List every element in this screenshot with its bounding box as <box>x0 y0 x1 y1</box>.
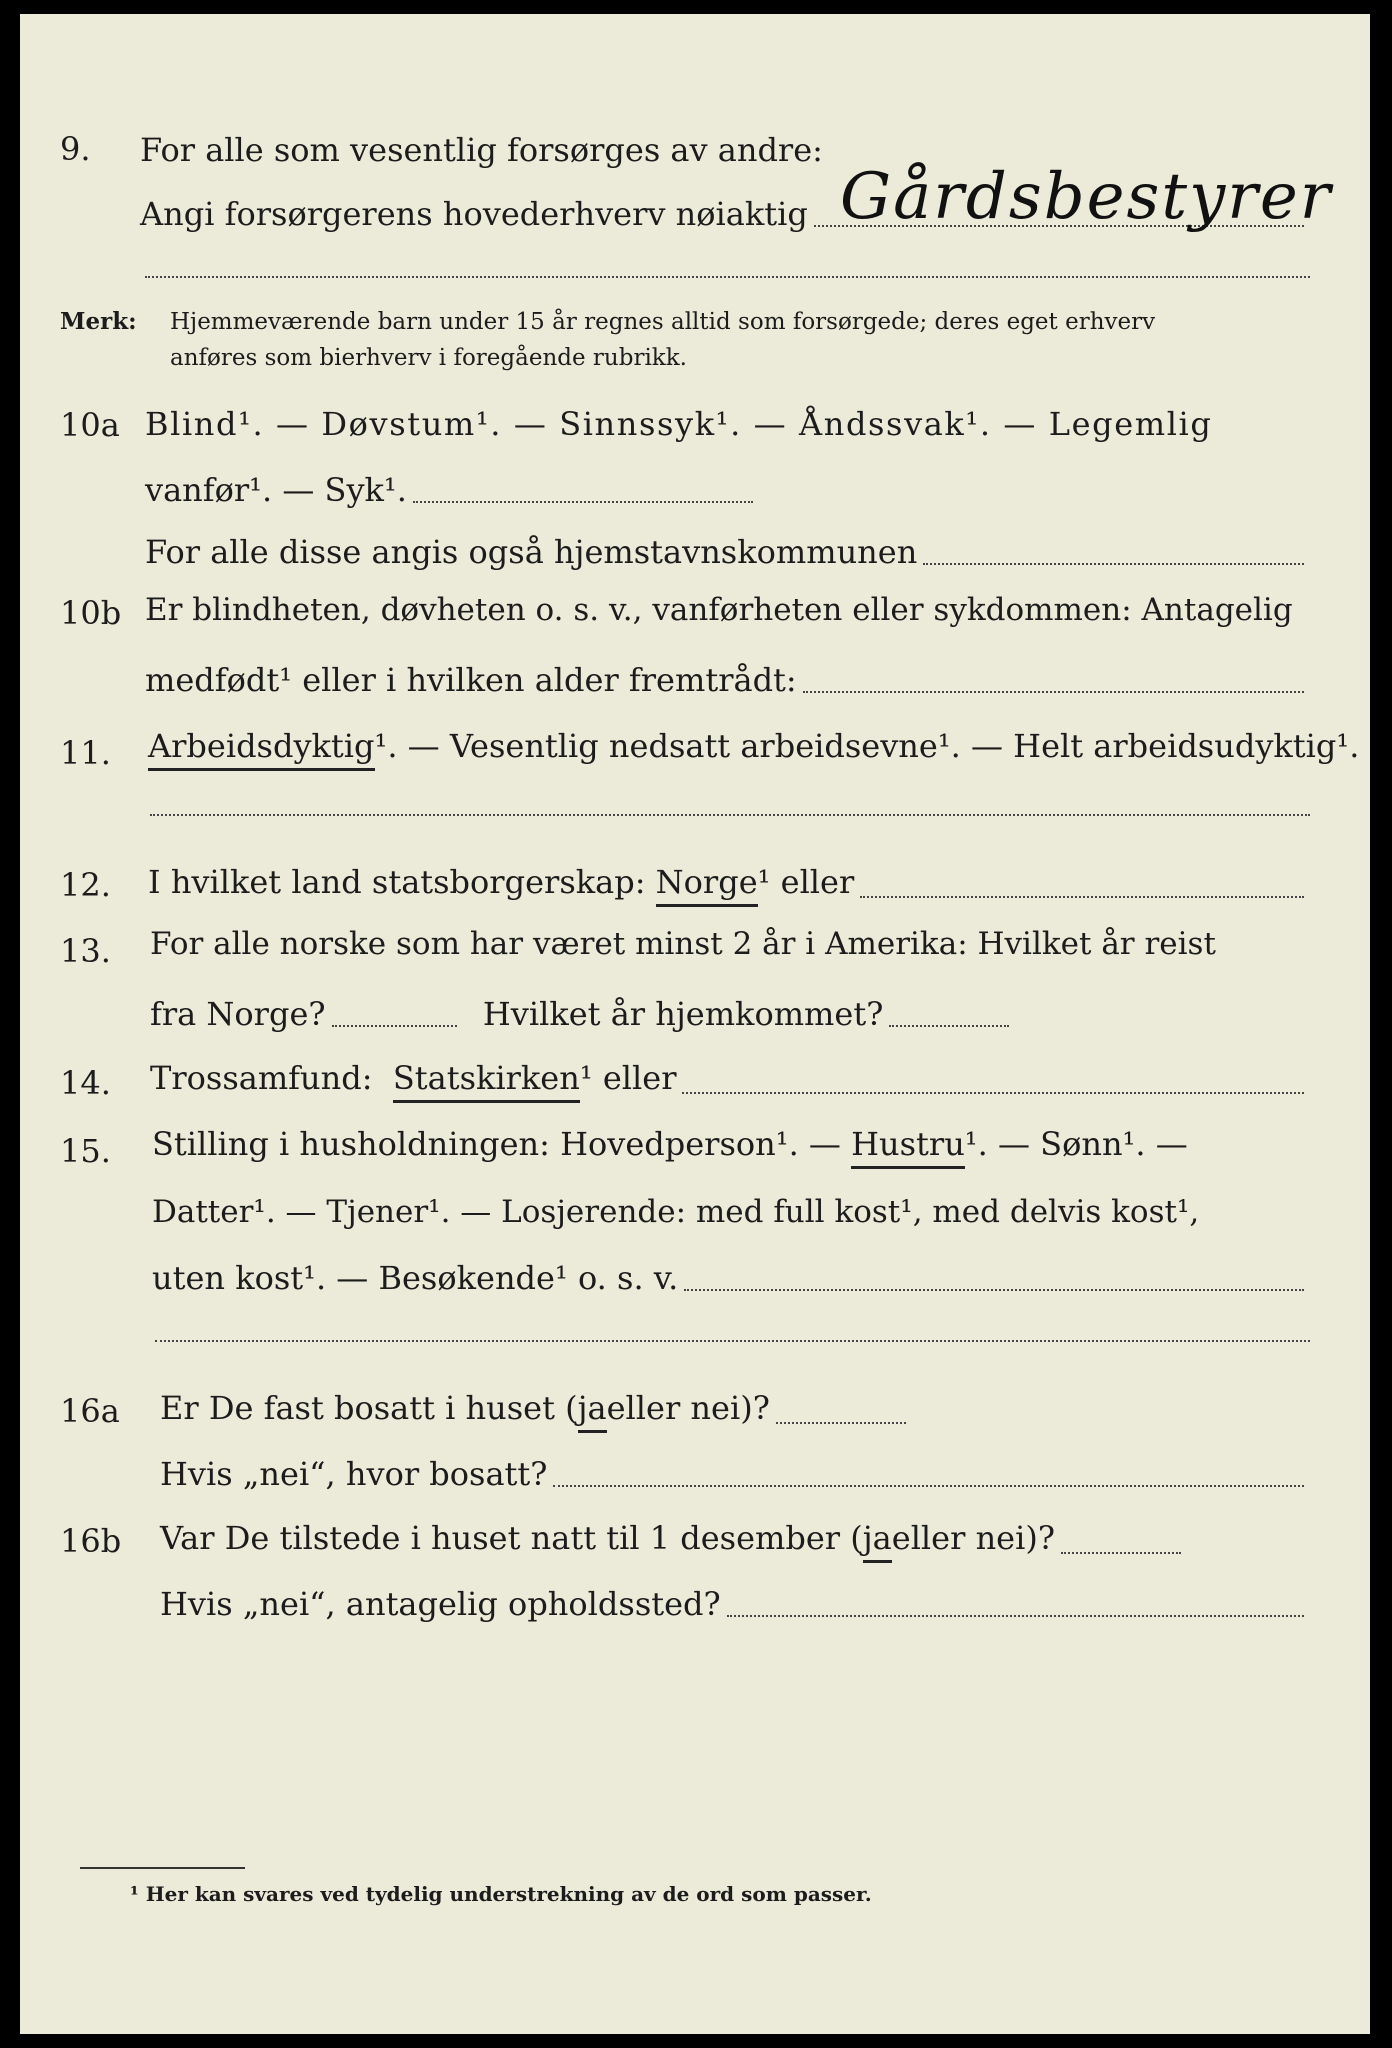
q11-line: Arbeidsdyktig ¹. — Vesentlig nedsatt arbeidsevne¹. — Helt arbeidsudyktig¹. <box>148 726 1312 771</box>
q16a-selected-option: ja <box>578 1388 607 1433</box>
q16b-line1: Var De tilstede i huset natt til 1 desember ( ja eller nei)? <box>160 1518 1310 1563</box>
q11-number: 11. <box>60 734 111 772</box>
census-form-page <box>20 14 1370 2034</box>
q10b-number: 10b <box>60 594 122 632</box>
q15-number: 15. <box>60 1132 111 1170</box>
q11-selected-option: Arbeidsdyktig <box>148 726 375 771</box>
q9-handwritten-answer: Gårdsbestyrer <box>840 160 1333 234</box>
footnote: ¹ Her kan svares ved tydelig understrekning av de ord som passer. <box>130 1882 872 1906</box>
q16a-number: 16a <box>60 1392 120 1430</box>
q16b-line2: Hvis „nei“, antagelig opholdssted? <box>160 1584 1310 1624</box>
q13-number: 13. <box>60 932 111 970</box>
q14-line: Trossamfund: Statskirken ¹ eller <box>150 1058 1310 1103</box>
q12-line: I hvilket land statsborgerskap: Norge ¹ eller <box>148 862 1310 907</box>
merk-note: Merk: Hjemmeværende barn under 15 år regnes alltid som forsørgede; deres eget erhverv anføres som bierhverv i foregående rubrikk. <box>60 308 1156 371</box>
q9-number: 9. <box>60 130 91 168</box>
q13-line1: For alle norske som har været minst 2 år i Amerika: Hvilket år reist <box>150 926 1216 962</box>
q10a-line1: Blind¹. — Døvstum¹. — Sinnssyk¹. — Åndssvak¹. — Legemlig <box>145 405 1213 443</box>
q16a-line2: Hvis „nei“, hvor bosatt? <box>160 1454 1310 1494</box>
q13-line2: fra Norge? Hvilket år hjemkommet? <box>150 994 1310 1034</box>
q14-selected-option: Statskirken <box>393 1058 580 1103</box>
q15-line1: Stilling i husholdningen: Hovedperson¹. — Hustru ¹. — Sønn¹. — <box>152 1124 1312 1169</box>
q12-selected-option: Norge <box>656 862 758 907</box>
q10a-number: 10a <box>60 406 120 444</box>
q15-selected-option: Hustru <box>851 1124 965 1169</box>
q10b-line1: Er blindheten, døvheten o. s. v., vanførheten eller sykdommen: Antagelig <box>145 592 1293 628</box>
q15-line2: Datter¹. — Tjener¹. — Losjerende: med full kost¹, med delvis kost¹, <box>152 1194 1200 1230</box>
q10a-line3: For alle disse angis også hjemstavnskommunen <box>145 532 1310 572</box>
q10b-line2: medfødt¹ eller i hvilken alder fremtrådt: <box>145 660 1310 700</box>
q15-line3: uten kost¹. — Besøkende¹ o. s. v. <box>152 1258 1310 1298</box>
q16a-line1: Er De fast bosatt i huset ( ja eller nei)? <box>160 1388 1310 1433</box>
q9-line2: Angi forsørgerens hovederhverv nøiaktig <box>140 194 1310 234</box>
q9-line1: For alle som vesentlig forsørges av andre: <box>140 131 823 169</box>
q16b-number: 16b <box>60 1522 122 1560</box>
q10a-line2: vanfør¹. — Syk¹. <box>145 470 1310 510</box>
q12-number: 12. <box>60 866 111 904</box>
q16b-selected-option: ja <box>863 1518 892 1563</box>
q14-number: 14. <box>60 1064 111 1102</box>
